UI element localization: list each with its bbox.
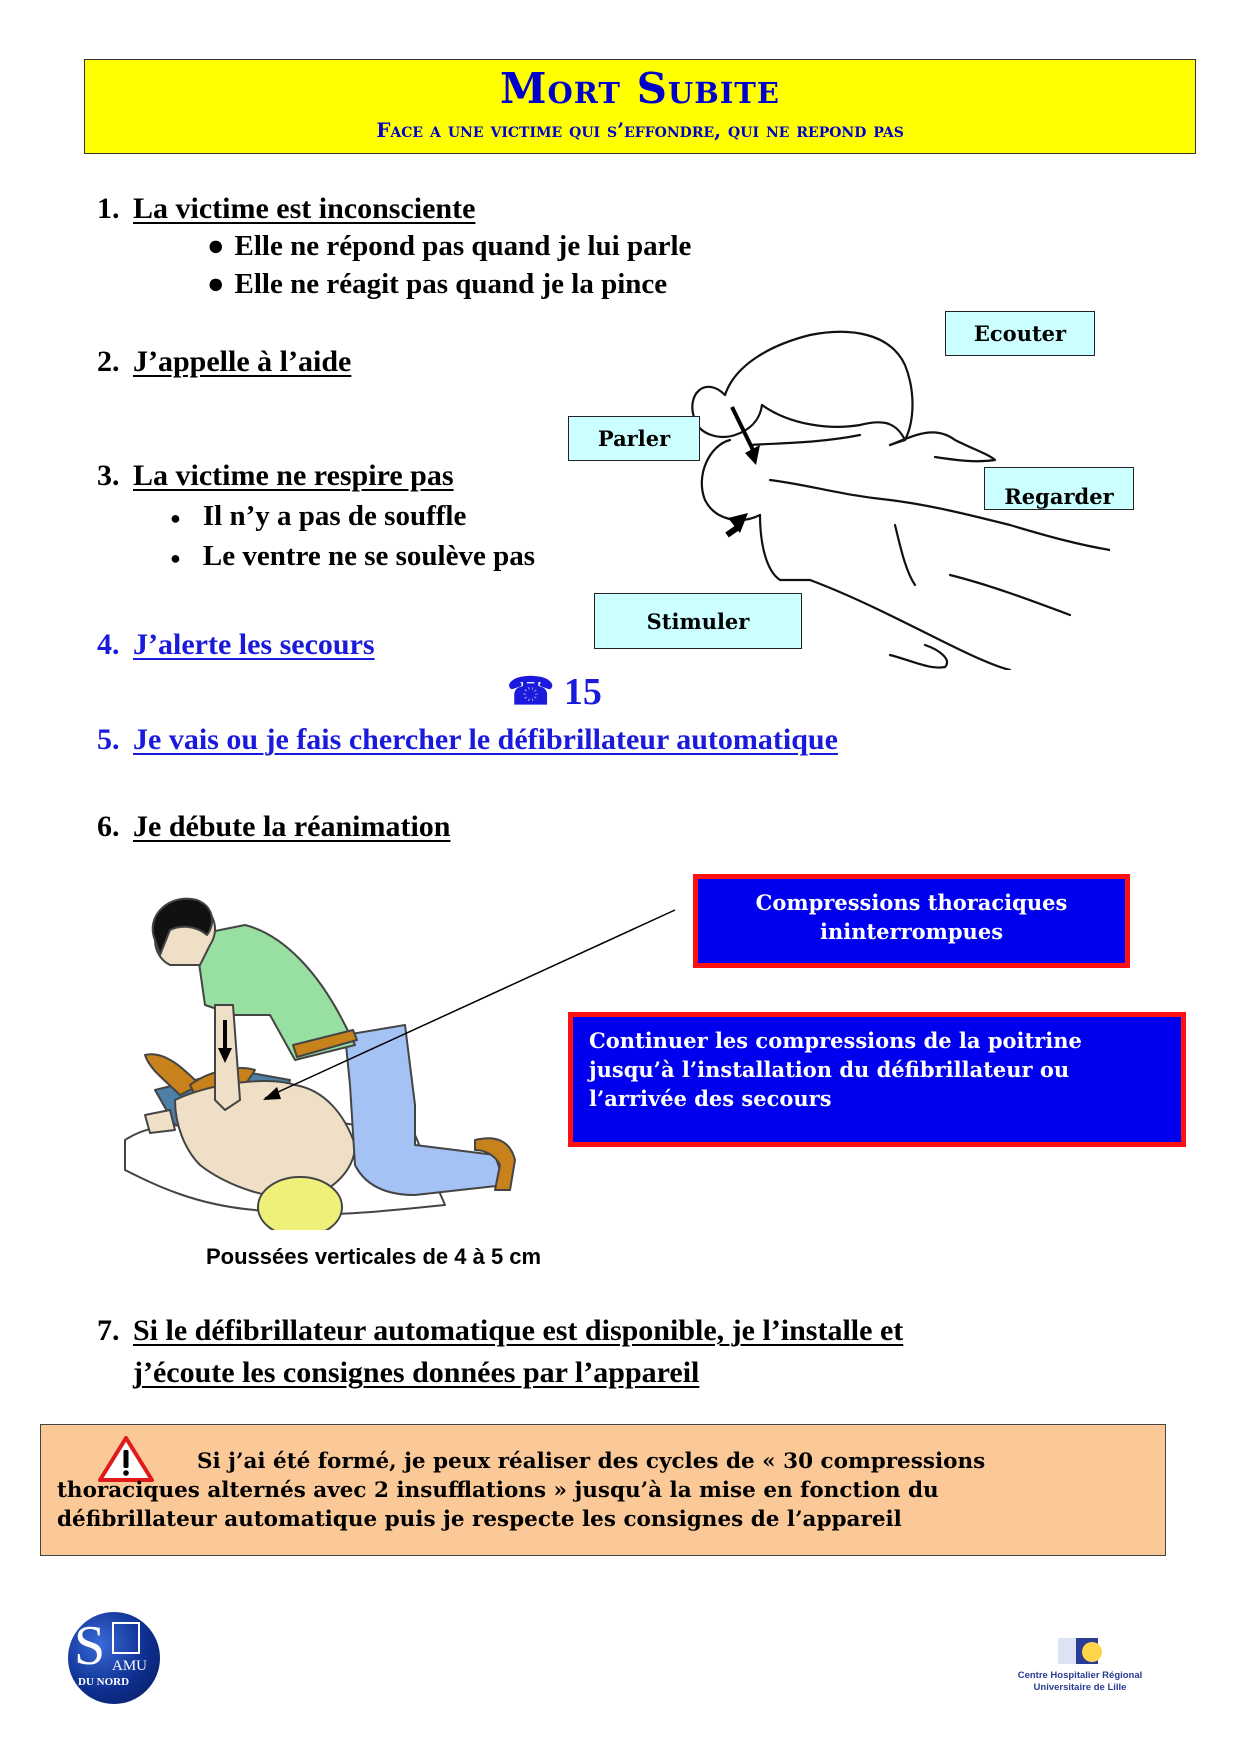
phone-number: 15	[563, 671, 602, 713]
step-7-line-2: j’écoute les consignes données par l’appareil	[133, 1356, 700, 1389]
step-number: 7.	[97, 1314, 120, 1347]
label-stimuler: Stimuler	[594, 593, 802, 649]
emergency-number	[507, 669, 602, 714]
bullet-icon: ●	[207, 268, 225, 300]
step-text: J’appelle à l’aide	[133, 345, 352, 378]
step-number: 6.	[97, 810, 120, 843]
samu-logo: S AMU DU NORD	[68, 1612, 160, 1704]
step-number: 3.	[97, 459, 120, 492]
box-continue-compressions: Continuer les compressions de la poitrine jusqu’à l’installation du défibrillateur ou l’arrivée des secours	[568, 1012, 1186, 1147]
step-text: Si le défibrillateur automatique est disponible, je l’installe et	[133, 1314, 904, 1347]
step-5	[97, 723, 838, 757]
victim-hair	[258, 1177, 342, 1230]
step-4	[97, 628, 375, 662]
step-text: J’alerte les secours	[133, 628, 375, 661]
step-number: 1.	[97, 192, 120, 225]
step-2	[97, 345, 351, 379]
step-number: 4.	[97, 628, 120, 661]
header-banner	[84, 59, 1196, 154]
telephone-icon: ☎	[507, 671, 555, 713]
label-parler: Parler	[568, 416, 700, 461]
box-compressions: Compressions thoraciques ininterrompues	[693, 874, 1130, 968]
step-6	[97, 810, 450, 844]
step-3-bullet-1: ● Il n’y a pas de souffle	[170, 500, 467, 532]
step-1-bullet-1: ● Elle ne répond pas quand je lui parle	[207, 230, 692, 262]
label-ecouter: Ecouter	[945, 311, 1095, 356]
chru-logo-sun	[1082, 1642, 1102, 1662]
victim-body-outline	[760, 515, 810, 580]
step-text: La victime ne respire pas	[133, 459, 454, 492]
chru-logo: Centre Hospitalier Régional Universitaire de Lille	[1000, 1630, 1160, 1710]
step-number: 5.	[97, 723, 120, 756]
step-1-bullet-2: ● Elle ne réagit pas quand je la pince	[207, 268, 668, 300]
step-3	[97, 459, 454, 493]
rescuer-head-outline	[692, 387, 762, 437]
bullet-icon: ●	[170, 507, 181, 528]
cpr-caption: Poussées verticales de 4 à 5 cm	[206, 1244, 542, 1269]
chru-logo-face	[1058, 1638, 1076, 1664]
step-text: Je vais ou je fais chercher le défibrillateur automatique	[133, 723, 838, 756]
warning-box	[40, 1424, 1166, 1556]
step-1	[97, 192, 475, 226]
label-regarder: Regarder	[984, 467, 1134, 510]
warning-text: Si j’ai été formé, je peux réaliser des cycles de « 30 compressions thoraciques alternés avec 2 insufflations » jusqu’à la mise en fonction du défibrillateur automatique puis je respecte les consignes de l’appareil	[57, 1449, 986, 1532]
step-text: Je débute la réanimation	[133, 810, 451, 843]
page-subtitle: Face a une victime qui s’effondre, qui ne repond pas	[376, 118, 904, 142]
step-3-bullet-2: ● Le ventre ne se soulève pas	[170, 540, 536, 572]
step-7	[97, 1314, 903, 1348]
bullet-icon: ●	[170, 547, 181, 568]
step-number: 2.	[97, 345, 120, 378]
caduceus-icon	[112, 1622, 140, 1654]
step-text: La victime est inconsciente	[133, 192, 476, 225]
rescuer-back-outline	[725, 332, 913, 445]
page-title: Mort Subite	[500, 64, 780, 113]
bullet-icon: ●	[207, 230, 225, 262]
